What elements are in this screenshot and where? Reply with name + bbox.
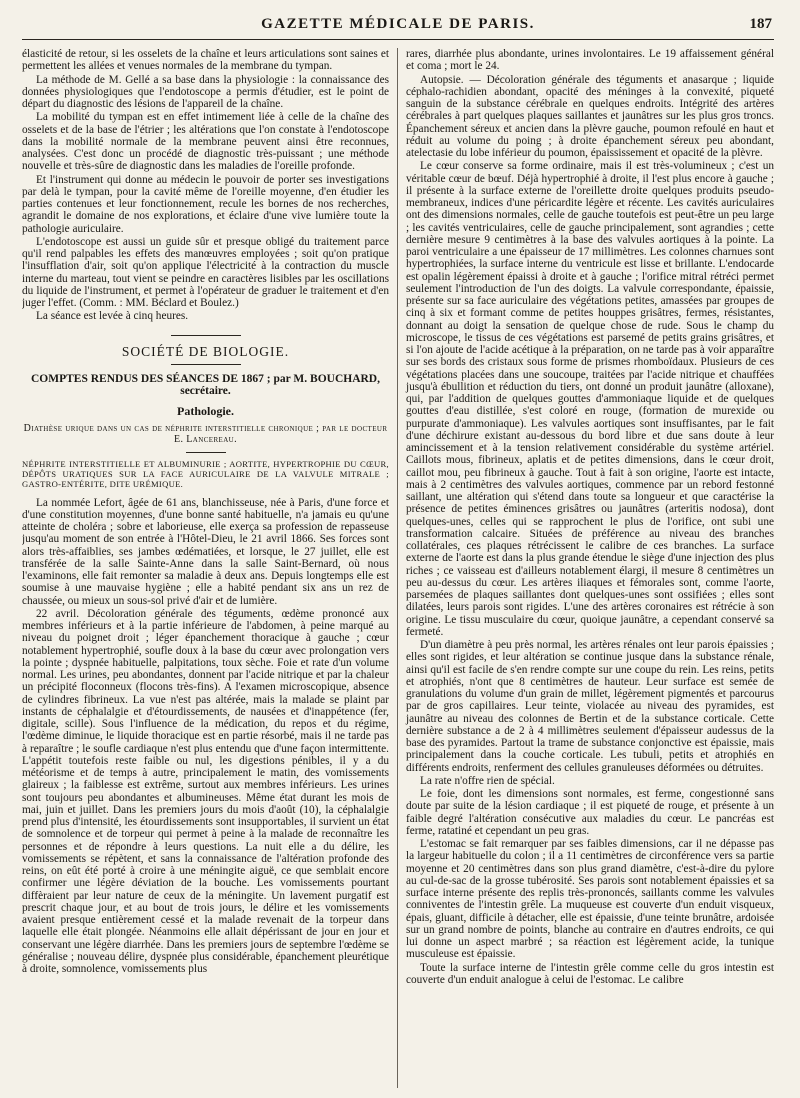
- paragraph: rares, diarrhée plus abondante, urines involontaires. Le 19 affaissement général et coma ; mort le 24.: [406, 48, 774, 73]
- paragraph: L'endotoscope est aussi un guide sûr et presque obligé du traitement parce qu'il rend palpables les effets des manœuvres employées ; soit qu'on pratique l'insufflation d'air, soit qu'on applique l'électricité à la contraction du muscle interne du marteau, tout vient se peindre en caractères lisibles par les oscillations du liquide de l'instrument, et permet à l'opérateur de graduer le traitement et d'en juger l'effet. (Comm. : MM. Béclard et Boulez.): [22, 235, 389, 309]
- paragraph: La mobilité du tympan est en effet intimement liée à celle de la chaîne des osselets et de la base de l'étrier ; les altérations que l'on constate à l'endotoscope dans la mobilité normale de la membrane peuvent ainsi être reconnues, analysées. C'est donc un procédé de diagnostic très-puissant ; une méthode nouvelle et très-sûre de diagnostic dans les maladies de l'oreille profonde.: [22, 111, 389, 173]
- paragraph: La méthode de M. Gellé a sa base dans la physiologie : la connaissance des données physiologiques que l'endotoscope a permis d'étudier, est le point de départ du diagnostic des lésions de l'appareil de la chaîne.: [22, 73, 389, 110]
- paragraph: Le foie, dont les dimensions sont normales, est ferme, congestionné sans doute par suite de la lésion cardiaque ; il est piqueté de rouge, et présente à un faible degré l'altération consécutive aux maladies du cœur. Le pancréas est ferme, ratatiné et cependant un peu gras.: [406, 788, 774, 837]
- comptes-rendus-heading: COMPTES RENDUS DES SÉANCES DE 1867 ; par M. BOUCHARD, secrétaire.: [31, 372, 380, 397]
- page-number: 187: [749, 16, 772, 32]
- paragraph: Et l'instrument qui donne au médecin le pouvoir de porter ses investigations par delà le tympan, pour la cavité même de l'oreille moyenne, d'en étudier les parties contenues et leur fonctionnement, recule les bornes de nos recherches, agrandit le domaine de nos explorations, et éclaire d'une vive lumière toute la pathologie auriculaire.: [22, 173, 389, 235]
- right-column: [398, 48, 774, 1088]
- paragraph: La nommée Lefort, âgée de 61 ans, blanchisseuse, née à Paris, d'une force et d'une constitution moyennes, d'une bonne santé habituelle, n'a jamais eu qu'une atteinte de choléra ; sobre et laborieuse, elle exerça sa profession de repasseuse jusqu'au moment de son entrée à l'Hôtel-Dieu, le 21 avril 1866. Ses forces sont alors très-affaiblies, ses jambes œdématiées, et lorsque, le 27 juillet, elle est transférée de la salle Sainte-Anne dans la salle Saint-Bernard, où nous l'examinons, elle fait remonter sa maladie à deux ans. Depuis longtemps elle est soumise à une mauvaise hygiène ; elle a habité pendant six ans un rez de chaussée, ou mieux un sous-sol privé d'air et de lumière.: [22, 496, 389, 607]
- rubrique-heading: Pathologie.: [177, 404, 234, 419]
- article-summary: NÉPHRITE INTERSTITIELLE ET ALBUMINURIE ; AORTITE, HYPERTROPHIE DU CŒUR, DÉPÔTS URATIQUES SUR LA FACE AURICULAIRE DE LA VALVULE MITRALE ; GASTRO-ENTÉRITE, DITE URÉMIQUE.: [22, 458, 389, 489]
- paragraph: Toute la surface interne de l'intestin grêle comme celle du gros intestin est couverte d'un enduit analogue à celui de l'estomac. Le calibre: [406, 961, 774, 986]
- paragraph: élasticité de retour, si les osselets de la chaîne et leurs articulations sont saines et permettent les allées et venues normales de la membrane du tympan.: [22, 48, 389, 73]
- article-title: Diathèse urique dans un cas de néphrite interstitielle chronique ; par le docteur E. Lancereau.: [23, 422, 388, 445]
- paragraph: La séance est levée à cinq heures.: [36, 310, 189, 323]
- autopsy-paragraph: Autopsie. — Décoloration générale des téguments et anasarque ; liquide céphalo-rachidien abondant, opacité des méninges à la convexité, piqueté sanguin de la substance cérébrale en quelques endroits. Intégrité des artères cérébrales à part quelques plaques saillantes et jaunâtres sur les plus gros troncs. Épanchement séreux et ancien dans la plèvre gauche, poumon refoulé en haut et réduit au volume du poing ; à droite épanchement séreux peu abondant, atelectasie du lobe inférieur du poumon, épaississement et opacité de la plèvre.: [406, 73, 774, 159]
- paragraph: L'estomac se fait remarquer par ses faibles dimensions, car il ne dépasse pas la largeur habituelle du colon ; il a 11 centimètres de circonférence vers sa partie moyenne et 20 centimètres dans son plus grand diamètre, c'est-à-dire du pylore au cul-de-sac de la grosse tubérosité. Ses parois sont notablement épaissies et sa surface interne présente des replis très-prononcés, saillants comme les valvules conniventes de l'intestin grêle. La muqueuse est couverte d'un enduit visqueux, épais, gluant, difficile à détacher, elle est épaissie, d'une teinte brunâtre, ardoisée sur un grand nombre de points, blanche au contraire en d'autres endroits, ce qui lui donne un aspect marbré ; sa réaction est légèrement acide, la tunique musculeuse est épaissie.: [406, 838, 774, 961]
- paragraph: 22 avril. Décoloration générale des téguments, œdème prononcé aux membres inférieurs et à la partie inférieure de l'abdomen, à peine marqué au niveau du poignet droit ; léger épanchement thoracique à gauche ; cœur notablement hypertrophié, soufle doux à la base du cœur avec prolongation vers la pointe ; dyspnée habituelle, palpitations, toux sèche. Foie et rate d'un volume normal. Les urines, peu abondantes, donnent par l'acide nitrique et par la chaleur un précipité floconneux (flocons très-fins). A l'examen microscopique, absence de cylindres fibrineux. La vue n'est pas altérée, mais la malade se plaint par instants de céphalalgie et d'étourdissements, de nausées et d'inappétence (fer, digitale, scille). Sous l'influence de la médication, du repos et du régime, l'œdème diminue, le liquide thoracique est en partie résorbé, mais il ne tarde pas à reparaître ; le soufle cardiaque n'est plus entendu que d'une façon intermittente. L'appétit toutefois reste faible ou nul, les digestions pénibles, il y a du météorisme et de temps à autre, principalement le matin, des vomissements glaireux ; la faiblesse est extrême, surtout aux membres inférieurs. Les urines sont toujours peu abondantes et albumineuses. Même état durant les mois de mai, juin et juillet. Dans les premiers jours du mois d'août (10), la céphalalgie prend plus d'intensité, les étourdissements sont insupportables, il survient un état de somnolence et de torpeur qui permet à peine à la malade de reconnaître les personnes et de répondre à leurs questions. La nuit elle a du délire, les vomissements se répètent, et sans la connaissance de l'altération profonde des reins, on eût été porté à croire à une méningite aiguë, ce que semblait encore confirmer une légère déviation de la bouche. Les vomissements pourtant diffèraient par leur nature de ceux de la méningite. Un lavement purgatif est prescrit chaque jour, et au bout de trois jours, le délire et les vomissements avaient presque entièrement cessé et la malade revenait de la torpeur dans laquelle elle était plongée. Néanmoins elle allait dépérissant de jour en jour et conservant une légère diarrhée. Dans les premiers jours de septembre l'œdème se généralise ; nouveau délire, dyspnée plus considérable, épanchement pleurétique à droite, somnolence, vomissements plus: [22, 607, 389, 975]
- running-head: [22, 14, 774, 40]
- left-column: [22, 48, 398, 1088]
- paragraph: La rate n'offre rien de spécial.: [420, 774, 555, 787]
- running-title: GAZETTE MÉDICALE DE PARIS.: [261, 16, 535, 32]
- paragraph: D'un diamètre à peu près normal, les artères rénales ont leur parois épaissies ; elles sont rigides, et leur altération se continue jusque dans la substance rénale, ainsi qu'il est facile de s'en rendre compte sur une coupe du rein. Les reins, petits et atrophiés, n'ont que 8 centimètres de hauteur. Leur surface est semée de granulations du volume d'un grain de millet, légèrement pigmentés et parcourus par de gros capillaires. Leur teinte, violacée au niveau des pyramides, est jaunâtre au niveau des colonnes de Bertin et de la substance corticale. Cette dernière substance a de 2 à 4 millimètres seulement d'épaisseur audessus de la base des pyramides. Partout la trame de substance conjonctive est épaissie, mais principalement dans la couche corticale. Les tubuli, petits et atrophiés en différents endroits, renferment des cellules granuleuses déformées ou détruites.: [406, 639, 774, 774]
- section-divider: [171, 364, 241, 365]
- section-divider: [171, 335, 241, 336]
- text-columns: [22, 48, 774, 1088]
- title-divider: [186, 452, 226, 453]
- paragraph: Le cœur conserve sa forme ordinaire, mais il est très-volumineux ; c'est un véritable cœur de bœuf. Déjà hypertrophié à droite, il l'est plus encore à gauche ; il présente à la surface externe de l'oreillette droite quelques produits pseudo-membraneux, indices d'une péricardite légère et récente. Les cavités auriculaires ont des dimensions normales, celle de gauche toutefois est peut-être un peu large ; les cavités ventriculaires, celle de gauche principalement, sont agrandies ; cette dernière mesure 9 centimètres à la base des valvules aortiques à la pointe. La paroi ventriculaire a une épaisseur de 17 millimètres. Les colonnes charnues sont hypertrophiées, la surface interne du ventricule est lisse et brillante. L'endocarde est opalin légèrement épaissi à droite et à gauche ; l'orifice mitral rétréci permet seulement l'introduction de l'un des doigts. La valvule correspondante, épaissie, présente sur sa face auriculaire des végétations petites, amassées par groupes de cinq à six et formant comme de petites houppes grisâtres, fermes, résistantes, donnant au doigt la sensation de quelque chose de rude. Sous le champ du microscope, le tissus de ces végétations est parsemé de petits grains grisâtres, et si l'on ajoute de l'acide acétique à la préparation, on ne tarde pas à voir apparaître sur ses bords des cristaux sous forme de prismes rhomboïdaux. Plusieurs de ces végétations placées dans une soucoupe, traitées par l'acide nitrique et chauffées jusqu'à ébullition et réduction du tiers, ont donné un produit jaunâtre (alloxane), qui, par l'addition de quelques gouttes d'ammoniaque liquide et de quelques gouttes d'eau distillée, s'est coloré en rouge, (formation de murexide ou purpurate d'ammoniaque). Les valvules aortiques sont insuffisantes, par le fait d'une déchirure existant au-dessous du bord libre et due sans doute à leur amincissement et à la tension relativement considérable du système artériel. Caillots mous, fibrineux, aplatis et de petites dimensions, dans le cœur droit, caillot mou, peu fibrineux à gauche. Tout à fait à son origine, l'aorte est intacte, mais à 2 centimètres des valvules aortiques, commence par un rebord festonné saillant, une altération qui s'étend dans toute sa longueur et que caractérise la présence de petites éminences grisâtres ou jaunâtres (arteritis nodosa), dont quelques-unes, celles qui se rapprochent le plus de l'orifice, ont subi une transformation calcaire. Situées de préférence au niveau des branches collatérales, ces plaques rétrécissent le calibre de ces branches. La surface externe de l'aorte est dans la plus grande étendue le siège d'une injection des plus riches ; ce vaisseau est d'ailleurs notablement élargi, il mesure 8 centimètres un peu au-dessus du cœur. Les artères iliaques et fémorales sont, comme l'aorte, parsemées de plaques saillantes dont quelques-unes sont ossifiées ; elles sont dilatées, leurs parois sont rigides. L'une des artères coronaires est rétrécie à son origine. Le tissu musculaire du cœur, quoique jaunâtre, a cependant conservé sa fermeté.: [406, 160, 774, 638]
- society-title: SOCIÉTÉ DE BIOLOGIE.: [121, 343, 290, 359]
